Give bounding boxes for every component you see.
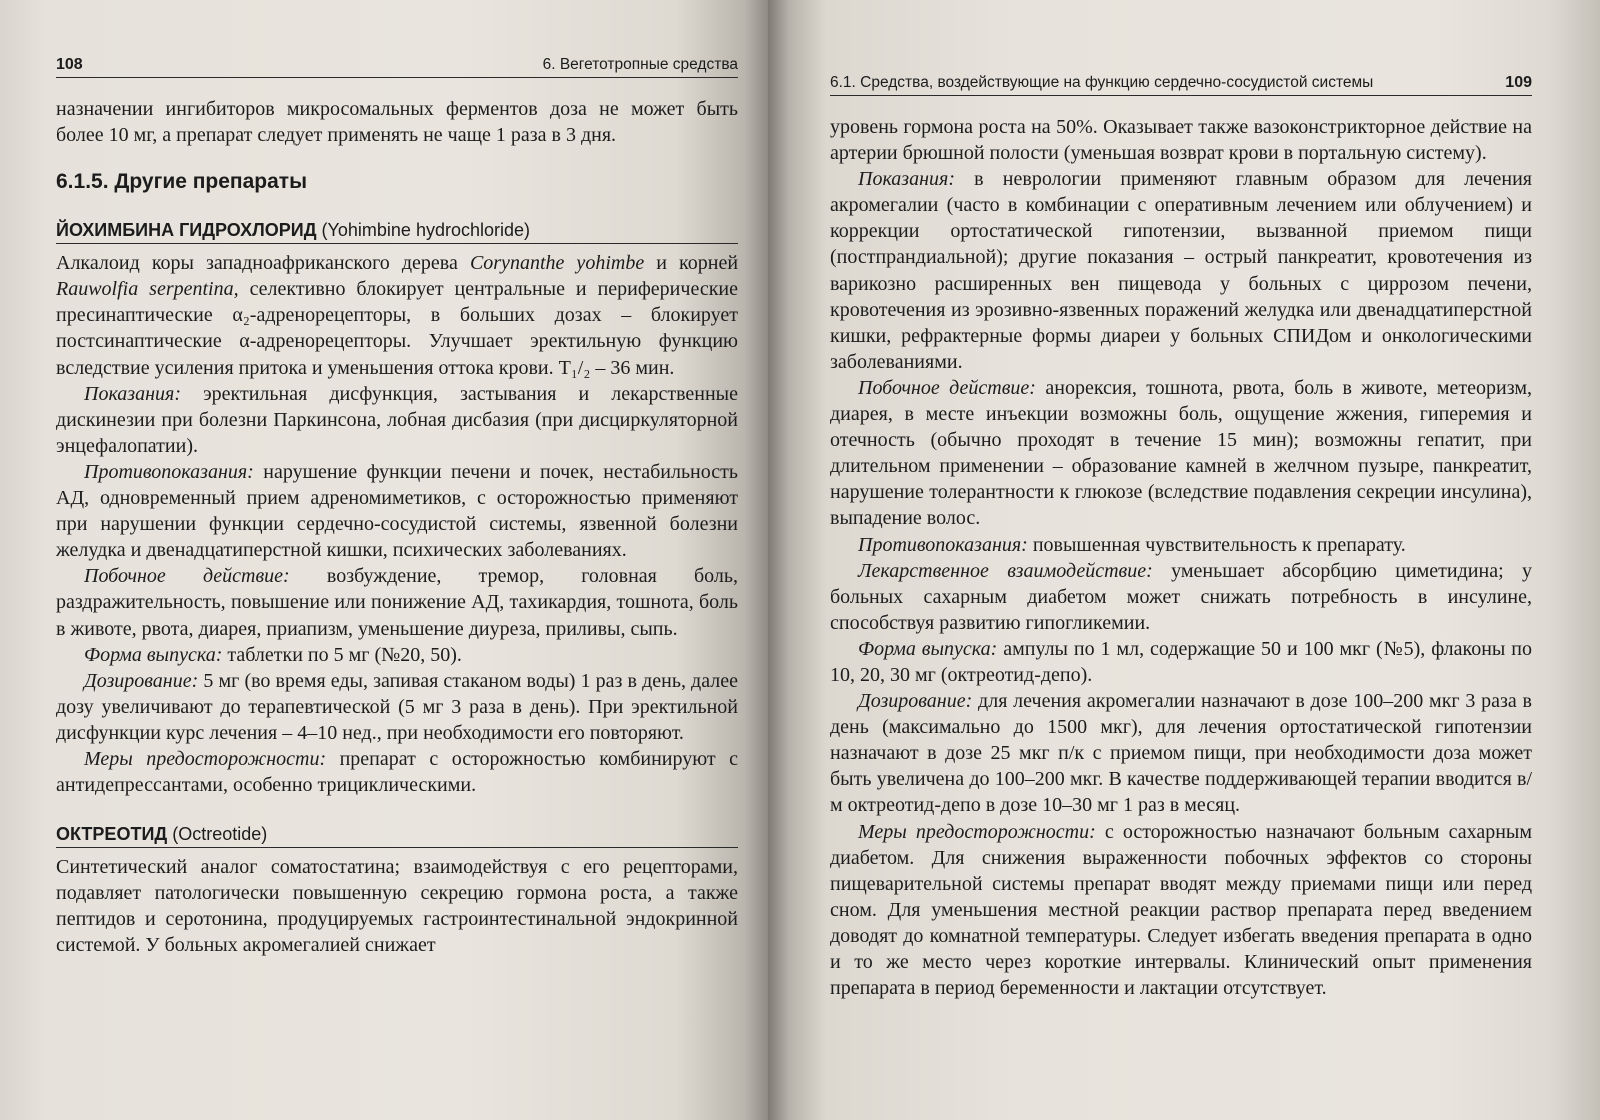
- octreotide-interactions-label: Лекарственное взаимодействие:: [858, 559, 1153, 582]
- octreotide-side-effects: [830, 375, 1532, 532]
- yohimbine-latin-name: (Yohimbine hydrochloride): [321, 220, 530, 241]
- yohimbine-form: [56, 642, 738, 668]
- left-page-content: [56, 56, 738, 959]
- right-page: [768, 0, 1600, 1120]
- yohimbine-intro-1: Алкалоид коры западноафриканского дерева: [56, 252, 458, 275]
- yohimbine-intro-3: селективно блокирует центральные и периферические пресинаптические α₂-адренорецепторы, в больших дозах – блокирует постсинаптические α-адренорецепторы. Улучшает эректильную функцию вследствие усиления притока и уменьшения оттока крови. T₁/₂ – 36 мин.: [56, 278, 738, 379]
- yohimbine-form-label: Форма выпуска:: [84, 643, 223, 666]
- octreotide-precautions-label: Меры предосторожности:: [858, 820, 1096, 843]
- left-running-head: [56, 56, 738, 78]
- yohimbine-contraindications-text: нарушение функции печени и почек, нестабильность АД, одновременный прием адреномиметиков, с осторожностью применяют при нарушении функции сердечно-сосудистой системы, язвенной болезни желудка и двенадцатиперстной кишки, психических заболеваниях.: [56, 460, 738, 562]
- right-page-number: 109: [1505, 74, 1532, 91]
- octreotide-contraindications-label: Противопоказания:: [858, 533, 1028, 556]
- yohimbine-indications-text: эректильная дисфункция, застывания и лекарственные дискинезии при болезни Паркинсона, лобная дисбазия (при дисциркуляторной энцефалопатии).: [56, 382, 738, 457]
- octreotide-indications: [830, 166, 1532, 375]
- yohimbine-contraindications-label: Противопоказания:: [84, 460, 254, 483]
- yohimbine-dosage-label: Дозирование:: [84, 669, 199, 692]
- octreotide-description: Синтетический аналог соматостатина; взаимодействуя с его рецепторами, подавляет патологически повышенную секрецию гормона роста, а также пептидов и серотонина, продуцируемых гастроинтестинальной эндокринной системой. У больных акромегалией снижает: [56, 856, 738, 957]
- octreotide-dosage: [830, 688, 1532, 818]
- yohimbine-precautions-label: Меры предосторожности:: [84, 747, 327, 770]
- left-carryover-text: назначении ингибиторов микросомальных ферментов доза не может быть более 10 мг, а препарат следует применять не чаще 1 раза в 3 дня.: [56, 98, 738, 147]
- yohimbine-indications-label: Показания:: [84, 382, 181, 405]
- yohimbine-dosage: [56, 668, 738, 746]
- octreotide-form: [830, 636, 1532, 688]
- yohimbine-contraindications: [56, 459, 738, 563]
- octreotide-precautions: [830, 819, 1532, 1002]
- yohimbine-indications: [56, 381, 738, 459]
- octreotide-side-effects-label: Побочное действие:: [858, 376, 1036, 399]
- octreotide-name: ОКТРЕОТИД: [56, 824, 168, 845]
- yohimbine-species-2: Rauwolfia serpentina,: [56, 278, 239, 301]
- yohimbine-side-effects: [56, 563, 738, 641]
- left-page-number: 108: [56, 56, 83, 73]
- octreotide-indications-text: в неврологии применяют главным образом для лечения акромегалии (часто в комбинации с оперативным лечением или облучением) и коррекции ортостатической гипотензии, вызванной приемом пищи (постпрандиальной); другие показания – острый панкреатит, кровотечения из варикозно расширенных вен пищевода у больных с циррозом печени, кровотечения из эрозивно-язвенных поражений желудка или двенадцатиперстной кишки, рефрактерные формы диареи у больных СПИДом и онкологическими заболеваниями.: [830, 168, 1532, 373]
- yohimbine-dosage-text: 5 мг (во время еды, запивая стаканом воды) 1 раз в день, далее дозу увеличивают до терапевтической (5 мг 3 раза в день). При эректильной дисфункции курс лечения – 4–10 нед., при необходимости его повторяют.: [56, 669, 739, 744]
- yohimbine-side-effects-text: возбуждение, тремор, головная боль, раздражительность, повышение или понижение АД, тахикардия, тошнота, боль в животе, рвота, диарея, приапизм, уменьшение диуреза, приливы, сыпь.: [56, 565, 739, 640]
- octreotide-form-label: Форма выпуска:: [858, 637, 998, 660]
- octreotide-dosage-text: для лечения акромегалии назначают в дозе 100–200 мкг 3 раза в день (максимально до 1500 мкг), для лечения ортостатической гипотензии назначают в дозе 25 мкг п/к с приемом пищи, при необходимости доза может быть увеличена до 100–200 мкг. В качестве поддерживающей терапии вводится в/м октреотид-депо в дозе 10–30 мг 1 раз в месяц.: [830, 690, 1533, 817]
- section-heading: 6.1.5. Другие препараты: [56, 170, 308, 194]
- right-running-head-title: 6.1. Средства, воздействующие на функцию сердечно-сосудистой системы: [830, 74, 1374, 91]
- left-running-head-title: 6. Вегетотропные средства: [542, 56, 738, 73]
- octreotide-heading: [56, 824, 738, 848]
- right-carryover-text: уровень гормона роста на 50%. Оказывает также вазоконстрикторное действие на артерии брюшной полости (уменьшая возврат крови в портальную систему).: [830, 116, 1532, 165]
- yohimbine-name: ЙОХИМБИНА ГИДРОХЛОРИД: [56, 220, 317, 241]
- octreotide-latin-name: (Octreotide): [172, 824, 268, 845]
- yohimbine-description: [56, 250, 738, 380]
- yohimbine-intro-2: и корней: [656, 252, 739, 275]
- octreotide-interactions-text: уменьшает абсорбцию циметидина; у больных сахарным диабетом может снижать потребность в инсулине, способствуя развитию гипогликемии.: [830, 559, 1532, 634]
- yohimbine-heading: [56, 220, 738, 244]
- yohimbine-precautions: [56, 746, 738, 798]
- left-page: [0, 0, 768, 1120]
- octreotide-side-effects-text: анорексия, тошнота, рвота, боль в животе, метеоризм, диарея, в месте инъекции возможны боль, ощущение жжения, гиперемия и отечность (обычно проходят в течение 15 мин); возможны гепатит, при длительном применении – образование камней в желчном пузыре, панкреатит, нарушение толерантности к глюкозе (вследствие подавления секреции инсулина), выпадение волос.: [830, 376, 1532, 530]
- octreotide-precautions-text: с осторожностью назначают больным сахарным диабетом. Для снижения выраженности побочных эффектов со стороны пищеварительной системы препарат вводят между приемами пищи или перед сном. Для уменьшения местной реакции раствор препарата перед введением доводят до комнатной температуры. Следует избегать введения препарата в одно и то же место через короткие интервалы. Клинический опыт применения препарата в период беременности и лактации отсутствует.: [830, 820, 1533, 1000]
- yohimbine-precautions-text: препарат с осторожностью комбинируют с антидепрессантами, особенно трициклическими.: [56, 747, 739, 797]
- right-running-head: [830, 74, 1532, 96]
- yohimbine-form-text: таблетки по 5 мг (№20, 50).: [227, 643, 462, 666]
- octreotide-contraindications-text: повышенная чувствительность к препарату.: [1032, 533, 1406, 556]
- octreotide-indications-label: Показания:: [858, 168, 955, 191]
- right-page-content: [830, 74, 1532, 1001]
- octreotide-dosage-label: Дозирование:: [858, 690, 973, 713]
- octreotide-interactions: [830, 558, 1532, 636]
- yohimbine-side-effects-label: Побочное действие:: [84, 565, 290, 588]
- octreotide-form-text: ампулы по 1 мл, содержащие 50 и 100 мкг (№5), флаконы по 10, 20, 30 мг (октреотид-депо).: [830, 637, 1532, 686]
- octreotide-contraindications: [830, 532, 1532, 558]
- yohimbine-species-1: Corynanthe yohimbe: [469, 252, 645, 275]
